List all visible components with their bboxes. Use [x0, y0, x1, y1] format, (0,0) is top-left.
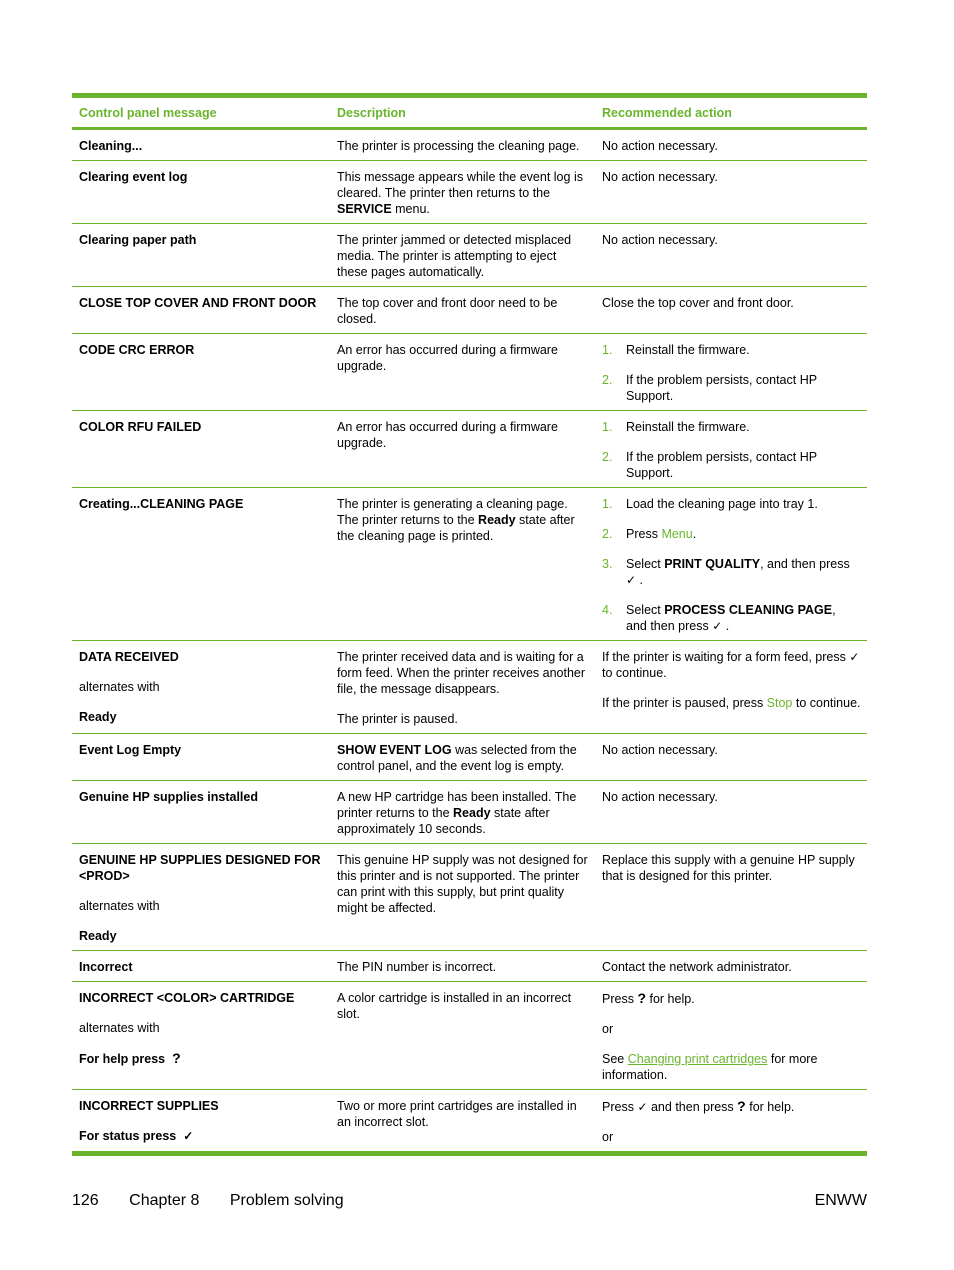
description: The PIN number is incorrect. — [337, 960, 497, 974]
message-alt: Ready — [79, 929, 117, 943]
action-step: 2. Press Menu. — [602, 527, 697, 541]
description: SHOW EVENT LOG was selected from the control panel, and the event log is empty. — [337, 743, 577, 773]
page-number: 126 — [72, 1192, 99, 1209]
footer-right-label: ENWW — [814, 1192, 867, 1209]
description: Two or more print cartridges are installed in an incorrect slot. — [337, 1099, 577, 1129]
description: The top cover and front door need to be closed. — [337, 296, 558, 326]
alternates-label: alternates with — [79, 899, 160, 913]
description: The printer is processing the cleaning page. — [337, 139, 580, 153]
page-footer — [72, 1192, 867, 1210]
action: Contact the network administrator. — [602, 960, 792, 974]
checkmark-icon: ✓ — [849, 650, 860, 664]
menu-button-ref: Menu — [661, 527, 693, 541]
description: This message appears while the event log is cleared. The printer then returns to the SERVICE menu. — [337, 170, 583, 216]
header-recommended-action: Recommended action — [602, 105, 732, 120]
action: If the printer is waiting for a form feed, press ✓ to continue. — [602, 650, 860, 680]
table-row — [72, 287, 867, 334]
checkmark-icon: ✓ — [183, 1129, 194, 1143]
table-row — [72, 1090, 867, 1151]
action: Press ✓ and then press ? for help. — [602, 1098, 795, 1114]
table-row — [72, 488, 867, 641]
chapter-label: Chapter 8 — [129, 1192, 200, 1209]
action-step: 4. Select PROCESS CLEANING PAGE, and then press ✓ . — [602, 603, 836, 633]
action: No action necessary. — [602, 233, 718, 247]
action: Replace this supply with a genuine HP supply that is designed for this printer. — [602, 853, 855, 883]
table-header — [72, 98, 867, 127]
table-row — [72, 127, 867, 161]
description: The printer jammed or detected misplaced media. The printer is attempting to eject these pages automatically. — [337, 233, 572, 279]
table-row — [72, 734, 867, 781]
action-step: 1. Reinstall the firmware. — [602, 343, 750, 357]
message: Incorrect — [79, 960, 133, 974]
message: Clearing paper path — [79, 233, 197, 247]
description: An error has occurred during a firmware upgrade. — [337, 343, 558, 373]
message-alt: Ready — [79, 710, 117, 724]
message: INCORRECT <COLOR> CARTRIDGE — [79, 991, 295, 1005]
table-row — [72, 844, 867, 951]
message: INCORRECT SUPPLIES — [79, 1099, 219, 1113]
table-row — [72, 334, 867, 411]
message: Creating...CLEANING PAGE — [79, 497, 244, 511]
table-row — [72, 161, 867, 224]
action: No action necessary. — [602, 170, 718, 184]
message-table — [72, 93, 867, 1156]
message: GENUINE HP SUPPLIES DESIGNED FOR <PROD> — [79, 853, 321, 883]
section-label: Problem solving — [229, 1192, 344, 1209]
description-alt: The printer is paused. — [337, 712, 458, 726]
checkmark-icon: ✓ — [626, 573, 637, 587]
action: See Changing print cartridges for more information. — [602, 1052, 818, 1082]
help-icon: ? — [172, 1050, 181, 1066]
description: A new HP cartridge has been installed. The printer returns to the Ready state after approximately 10 seconds. — [337, 790, 577, 836]
header-control-panel-message: Control panel message — [79, 105, 217, 120]
table-row — [72, 982, 867, 1090]
alternates-label: alternates with — [79, 680, 160, 694]
action-step: 2. If the problem persists, contact HP Support. — [602, 450, 817, 480]
alternates-label: alternates with — [79, 1021, 160, 1035]
checkmark-icon: ✓ — [712, 619, 723, 633]
stop-button-ref: Stop — [766, 696, 793, 710]
table-row — [72, 224, 867, 287]
message: DATA RECEIVED — [79, 650, 179, 664]
action-step: 2. If the problem persists, contact HP Support. — [602, 373, 817, 403]
message-alt: For help press ? — [79, 1050, 181, 1066]
action: Close the top cover and front door. — [602, 296, 794, 310]
message: Genuine HP supplies installed — [79, 790, 258, 804]
action: No action necessary. — [602, 743, 718, 757]
action-step: 1. Reinstall the firmware. — [602, 420, 750, 434]
description: The printer is generating a cleaning page. The printer returns to the Ready state after the cleaning page is printed. — [337, 497, 575, 543]
message-alt: For status press ✓ — [79, 1129, 194, 1143]
checkmark-icon: ✓ — [637, 1100, 648, 1114]
table-row — [72, 411, 867, 488]
table-bottom-rule — [72, 1151, 867, 1156]
header-description: Description — [337, 105, 406, 120]
description: A color cartridge is installed in an incorrect slot. — [337, 991, 572, 1021]
message: COLOR RFU FAILED — [79, 420, 202, 434]
message: Event Log Empty — [79, 743, 182, 757]
table-row — [72, 641, 867, 734]
message: Cleaning... — [79, 139, 143, 153]
or-label: or — [602, 1130, 614, 1144]
help-icon: ? — [637, 990, 646, 1006]
action-step: 1. Load the cleaning page into tray 1. — [602, 497, 818, 511]
action: Press ? for help. — [602, 990, 695, 1006]
description: An error has occurred during a firmware upgrade. — [337, 420, 558, 450]
help-icon: ? — [737, 1098, 746, 1114]
message: CLOSE TOP COVER AND FRONT DOOR — [79, 296, 317, 310]
message: Clearing event log — [79, 170, 188, 184]
or-label: or — [602, 1022, 614, 1036]
action: If the printer is paused, press Stop to continue. — [602, 696, 861, 710]
description: The printer received data and is waiting for a form feed. When the printer receives another file, the message disappears. — [337, 650, 586, 696]
table-row — [72, 781, 867, 844]
action: No action necessary. — [602, 139, 718, 153]
message: CODE CRC ERROR — [79, 343, 195, 357]
action-step: 3. Select PRINT QUALITY, and then press ✓ . — [602, 557, 850, 587]
changing-print-cartridges-link[interactable]: Changing print cartridges — [627, 1052, 768, 1066]
description: This genuine HP supply was not designed for this printer and is not supported. The printer can print with this supply, but print quality might be affected. — [337, 853, 588, 915]
table-row — [72, 951, 867, 982]
action: No action necessary. — [602, 790, 718, 804]
